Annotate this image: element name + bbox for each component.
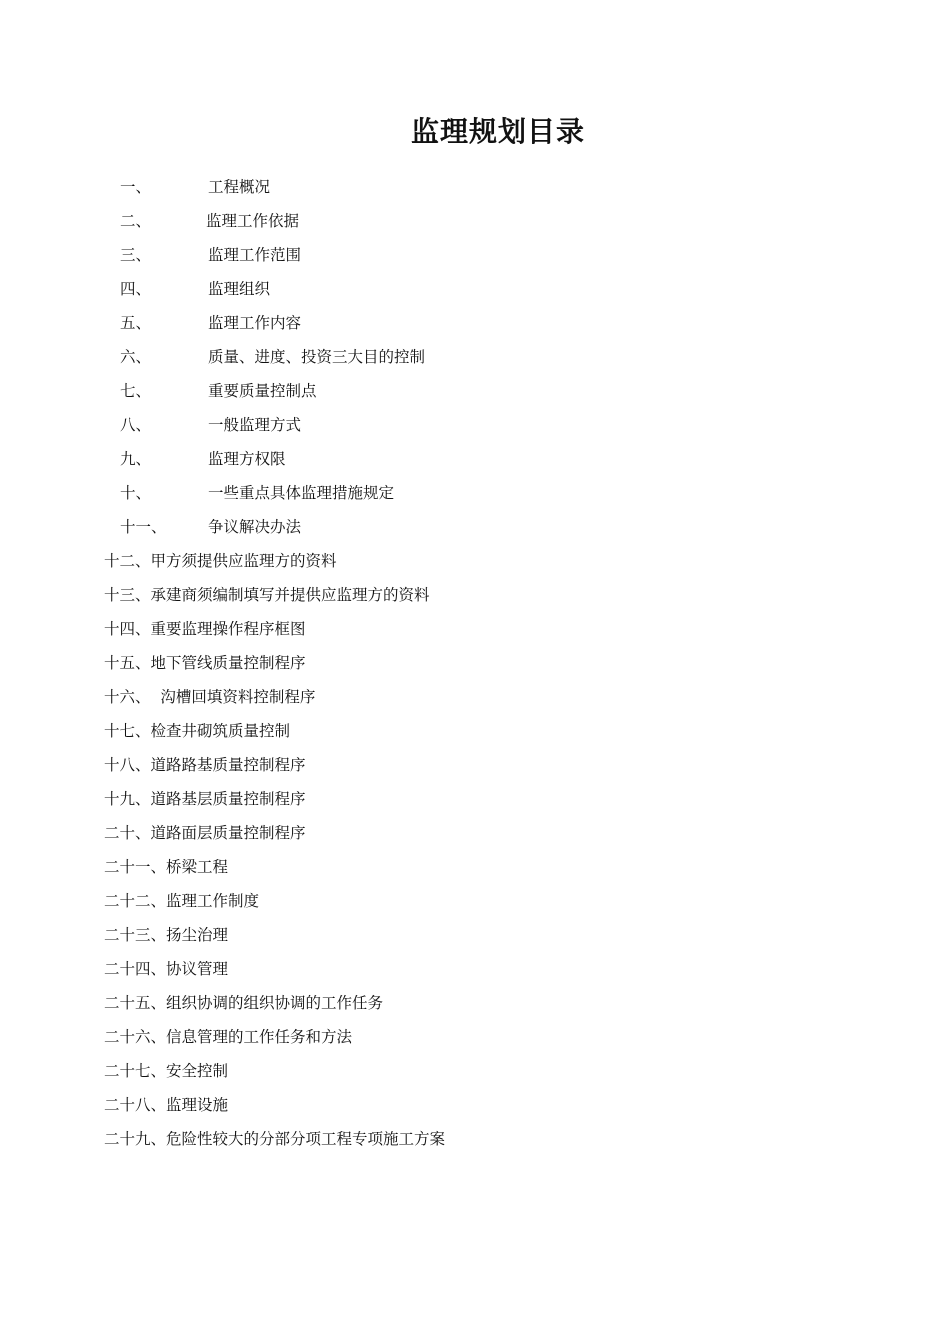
toc-item: [0, 578, 950, 612]
toc-item-number: 十、: [120, 484, 152, 502]
toc-item-number: 十七、检查井砌筑质量控制: [104, 722, 291, 740]
toc-item-number: 六、: [120, 348, 152, 366]
toc-item-number: 五、: [120, 314, 152, 332]
toc-item: [0, 714, 950, 748]
toc-item: [0, 476, 950, 510]
toc-item-text: 一些重点具体监理措施规定: [208, 484, 395, 502]
toc-item: [0, 680, 950, 714]
toc-item: [0, 1122, 950, 1156]
toc-item-number: 十八、道路路基质量控制程序: [104, 756, 306, 774]
toc-item-text: 道路基层质量控制程序: [150, 790, 306, 808]
toc-item: [0, 850, 950, 884]
toc-item-text: 监理工作内容: [208, 314, 302, 332]
toc-item-text: 地下管线质量控制程序: [150, 654, 306, 672]
table-of-contents: [0, 170, 950, 1156]
toc-item: [0, 612, 950, 646]
toc-item-text: 桥梁工程: [166, 858, 229, 876]
toc-item: [0, 1020, 950, 1054]
toc-item-text: 重要监理操作程序框图: [150, 620, 306, 638]
toc-item-text: 一般监理方式: [208, 416, 302, 434]
toc-item: [0, 510, 950, 544]
toc-item-number: 二十四、协议管理: [104, 960, 229, 978]
toc-item-number: 二十六、信息管理的工作任务和方法: [104, 1028, 353, 1046]
toc-item-number: 十一、: [120, 518, 167, 536]
toc-item-text: 沟槽回填资料控制程序: [150, 688, 316, 706]
toc-item-text: 质量、进度、投资三大目的控制: [208, 348, 426, 366]
toc-item: [0, 646, 950, 680]
toc-item-text: 监理工作制度: [166, 892, 260, 910]
toc-item: [0, 1054, 950, 1088]
toc-item-number: 七、: [120, 382, 152, 400]
toc-item-number: 十六、 沟槽回填资料控制程序: [104, 688, 316, 706]
toc-item-number: 二十、道路面层质量控制程序: [104, 824, 306, 842]
toc-item-text: 监理方权限: [208, 450, 286, 468]
toc-item: [0, 238, 950, 272]
toc-item-number: 二十三、扬尘治理: [104, 926, 229, 944]
toc-item-text: 监理设施: [166, 1096, 229, 1114]
toc-item-number: 十五、地下管线质量控制程序: [104, 654, 306, 672]
toc-item-number: 十四、重要监理操作程序框图: [104, 620, 306, 638]
toc-item: [0, 408, 950, 442]
toc-item-text: 扬尘治理: [166, 926, 229, 944]
toc-item-number: 十九、道路基层质量控制程序: [104, 790, 306, 808]
toc-item: [0, 1088, 950, 1122]
toc-item-text: 争议解决办法: [208, 518, 302, 536]
toc-item-text: 信息管理的工作任务和方法: [166, 1028, 353, 1046]
toc-item-number: 三、: [120, 246, 152, 264]
toc-item-number: 十三、承建商须编制填写并提供应监理方的资料: [104, 586, 430, 604]
toc-item-number: 十二、甲方须提供应监理方的资料: [104, 552, 337, 570]
toc-item-text: 道路面层质量控制程序: [150, 824, 306, 842]
toc-item-number: 四、: [120, 280, 152, 298]
toc-item-number: 二十五、组织协调的组织协调的工作任务: [104, 994, 384, 1012]
toc-item: [0, 782, 950, 816]
toc-item: [0, 272, 950, 306]
toc-item-number: 二十七、安全控制: [104, 1062, 229, 1080]
toc-item-text: 危险性较大的分部分项工程专项施工方案: [166, 1130, 446, 1148]
toc-item-text: 协议管理: [166, 960, 229, 978]
toc-item-number: 二十二、监理工作制度: [104, 892, 260, 910]
toc-item: [0, 884, 950, 918]
toc-item: [0, 306, 950, 340]
toc-item: [0, 748, 950, 782]
toc-item-number: 一、: [120, 178, 152, 196]
toc-item-number: 二十九、危险性较大的分部分项工程专项施工方案: [104, 1130, 446, 1148]
toc-item-number: 九、: [120, 450, 152, 468]
toc-item-text: 监理组织: [208, 280, 271, 298]
toc-item-text: 监理工作依据: [206, 212, 300, 230]
toc-item: [0, 544, 950, 578]
toc-item: [0, 374, 950, 408]
toc-item-text: 安全控制: [166, 1062, 229, 1080]
toc-item-text: 监理工作范围: [208, 246, 302, 264]
toc-item: [0, 952, 950, 986]
toc-item: [0, 170, 950, 204]
toc-item: [0, 340, 950, 374]
toc-item-text: 检查井砌筑质量控制: [150, 722, 291, 740]
toc-item: [0, 442, 950, 476]
toc-item-number: 八、: [120, 416, 152, 434]
toc-item-number: 二、: [120, 212, 152, 230]
toc-item: [0, 986, 950, 1020]
page-title: 监理规划目录: [410, 115, 585, 148]
toc-item-text: 重要质量控制点: [208, 382, 317, 400]
toc-item-text: 承建商须编制填写并提供应监理方的资料: [150, 586, 430, 604]
toc-item: [0, 918, 950, 952]
toc-item-number: 二十一、桥梁工程: [104, 858, 229, 876]
toc-item: [0, 204, 950, 238]
toc-item-number: 二十八、监理设施: [104, 1096, 229, 1114]
toc-item-text: 甲方须提供应监理方的资料: [150, 552, 337, 570]
toc-item: [0, 816, 950, 850]
toc-item-text: 工程概况: [208, 178, 271, 196]
toc-item-text: 道路路基质量控制程序: [150, 756, 306, 774]
toc-item-text: 组织协调的组织协调的工作任务: [166, 994, 384, 1012]
